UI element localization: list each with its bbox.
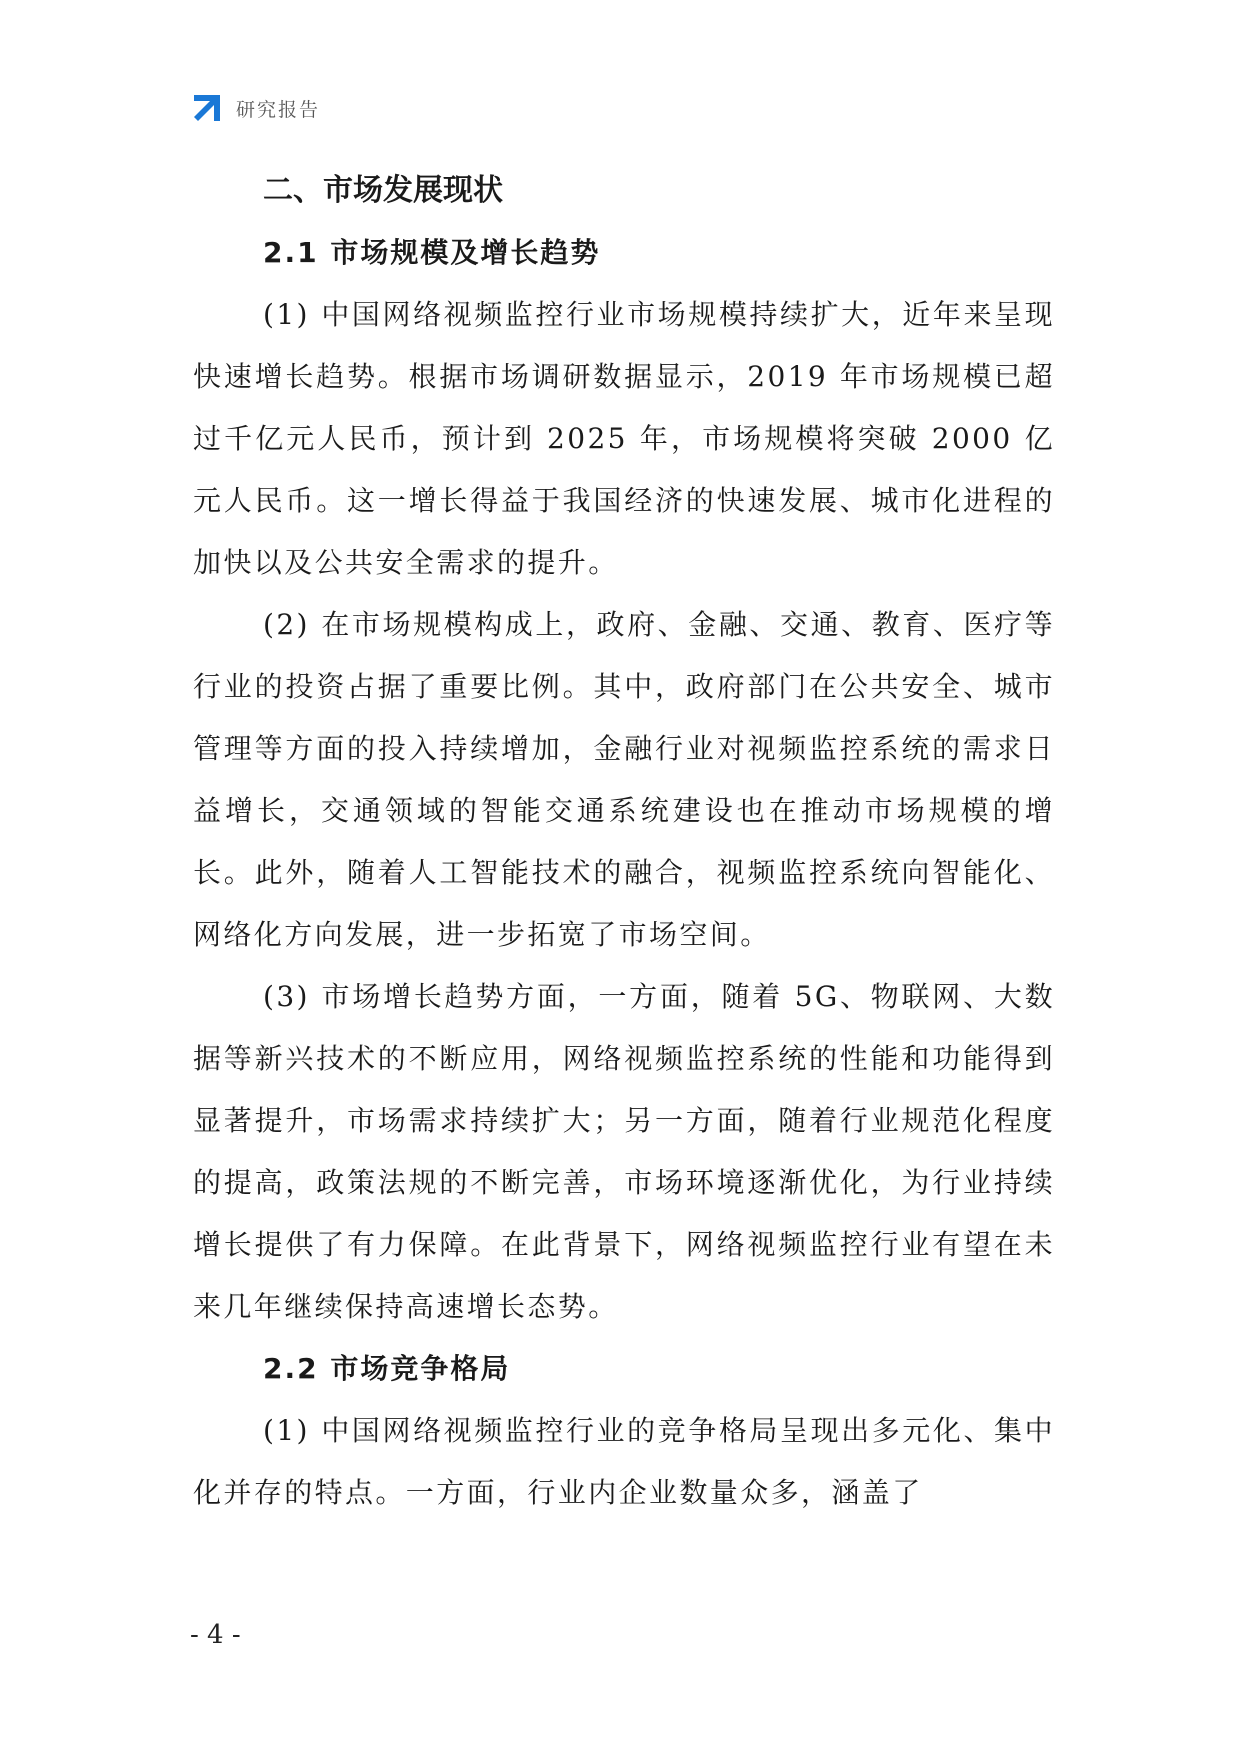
paragraph-2-1-1: (1) 中国网络视频监控行业市场规模持续扩大，近年来呈现快速增长趋势。根据市场调研数据显示，2019 年市场规模已超过千亿元人民币，预计到 2025 年，市场规模将突破 2000 亿元人民币。这一增长得益于我国经济的快速发展、城市化进程的加快以及公共安全需求的提升。	[193, 298, 1055, 579]
document-body	[193, 160, 1055, 1524]
header-label: 研究报告	[236, 98, 321, 121]
arrow-logo-icon	[190, 91, 224, 125]
paragraph-2-2-1: (1) 中国网络视频监控行业的竞争格局呈现出多元化、集中化并存的特点。一方面，行业内企业数量众多，涵盖了	[193, 1414, 1055, 1509]
paragraph-2-1-3: (3) 市场增长趋势方面，一方面，随着 5G、物联网、大数据等新兴技术的不断应用，网络视频监控系统的性能和功能得到显著提升，市场需求持续扩大；另一方面，随着行业规范化程度的提高，政策法规的不断完善，市场环境逐渐优化，为行业持续增长提供了有力保障。在此背景下，网络视频监控行业有望在未来几年继续保持高速增长态势。	[193, 980, 1055, 1323]
subsection-title-2-1: 2.1 市场规模及增长趋势	[263, 236, 601, 269]
section-title: 二、市场发展现状	[263, 173, 503, 208]
report-header	[190, 90, 320, 126]
paragraph-2-1-2: (2) 在市场规模构成上，政府、金融、交通、教育、医疗等行业的投资占据了重要比例。其中，政府部门在公共安全、城市管理等方面的投入持续增加，金融行业对视频监控系统的需求日益增长，交通领域的智能交通系统建设也在推动市场规模的增长。此外，随着人工智能技术的融合，视频监控系统向智能化、网络化方向发展，进一步拓宽了市场空间。	[193, 608, 1055, 951]
page-number: - 4 -	[190, 1620, 241, 1650]
subsection-title-2-2: 2.2 市场竞争格局	[263, 1352, 511, 1385]
